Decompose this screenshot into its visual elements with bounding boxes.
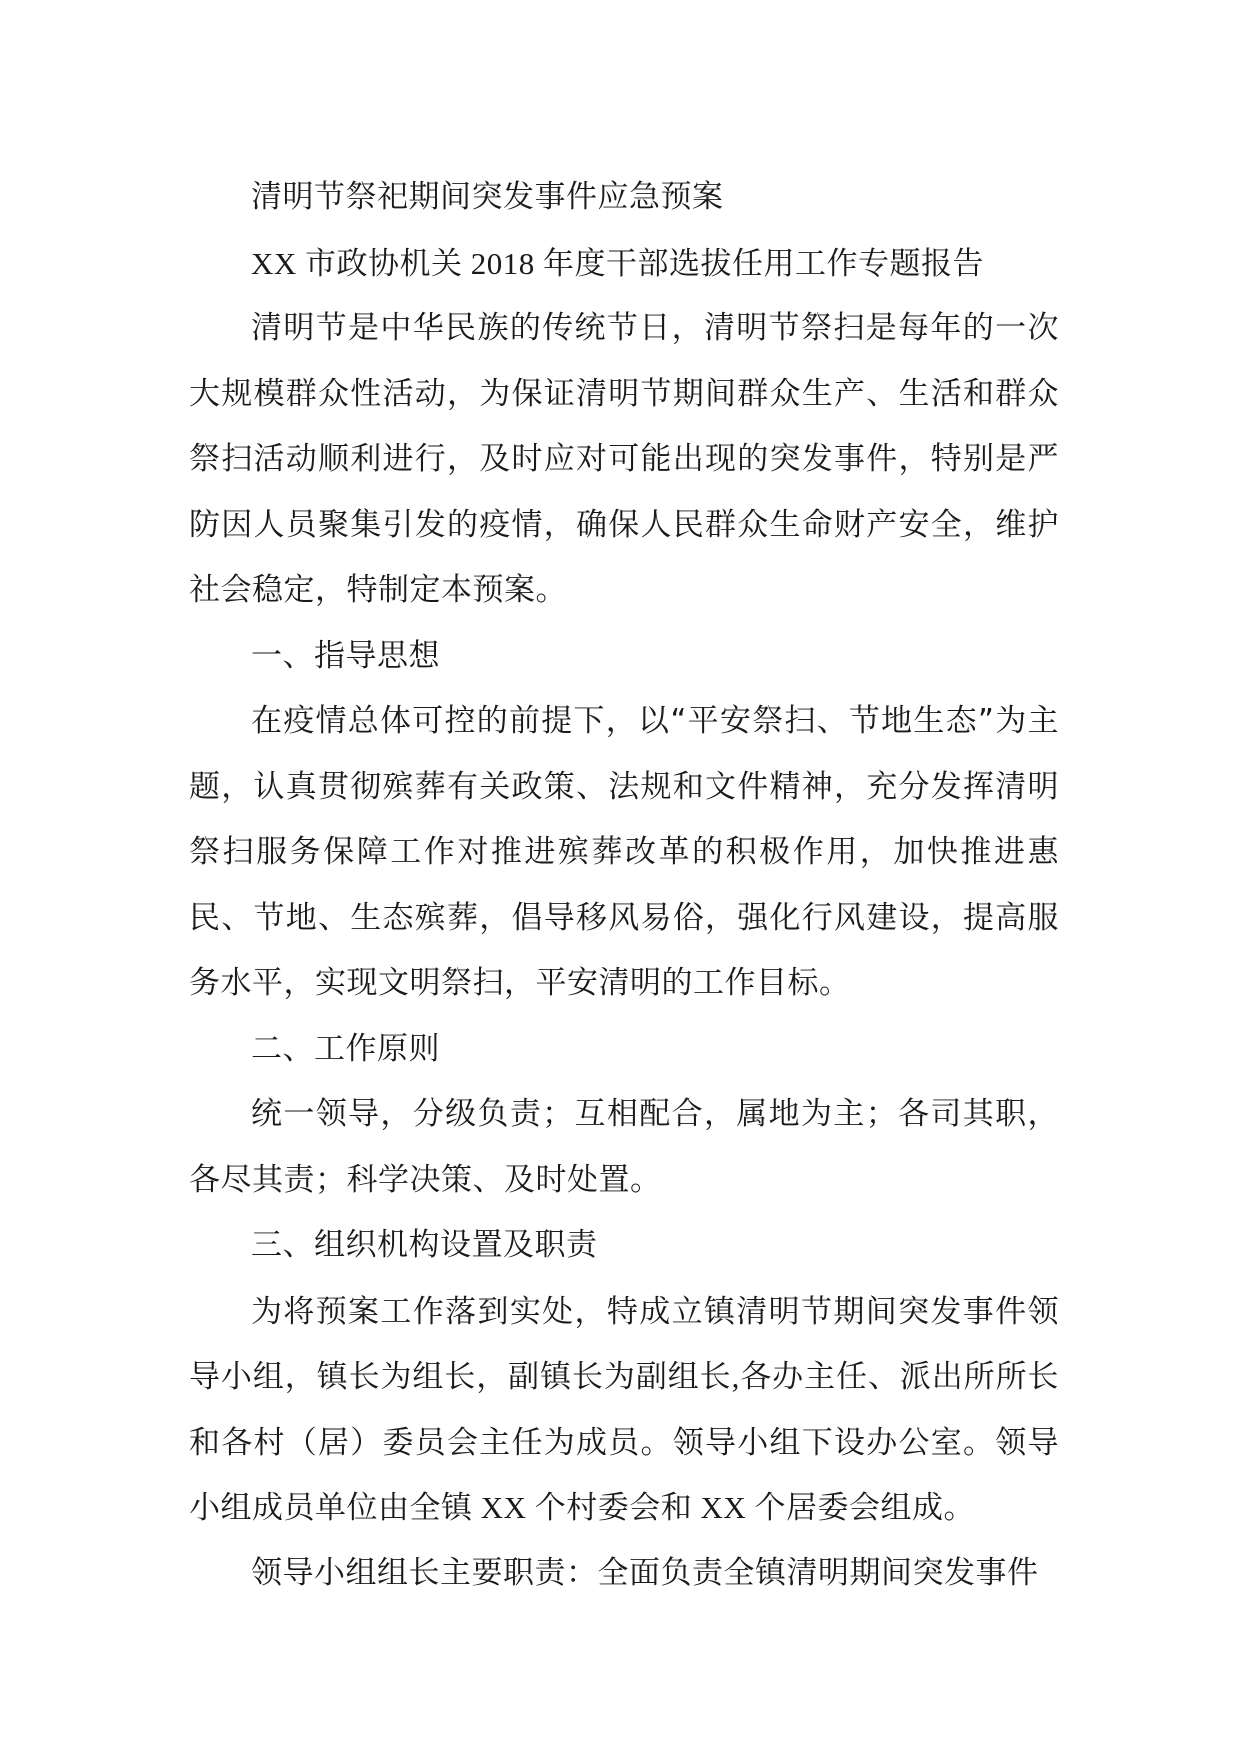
document-subtitle: XX 市政协机关 2018 年度干部选拔任用工作专题报告 (251, 245, 985, 281)
paragraph-work-principles: 统一领导，分级负责；互相配合，属地为主；各司其职，各尽其责；科学决策、及时处置。 (189, 1096, 1059, 1198)
heading-organization: 三、组织机构设置及职责 (251, 1227, 598, 1263)
paragraph-leader-duties: 领导小组组长主要职责：全面负责全镇清明期间突发事件 (251, 1554, 1039, 1591)
document-title: 清明节祭祀期间突发事件应急预案 (251, 179, 724, 215)
heading-guiding-ideology: 一、指导思想 (251, 637, 440, 674)
heading-work-principles: 二、工作原则 (251, 1030, 440, 1067)
document-page (189, 165, 1059, 1606)
paragraph-organization: 为将预案工作落到实处，特成立镇清明节期间突发事件领导小组，镇长为组长，副镇长为副组长,各办主任、派出所所长和各村（居）委员会主任为成员。领导小组下设办公室。领导小组成员单位由全镇 XX 个村委会和 XX 个居委会组成。 (189, 1293, 1059, 1525)
paragraph-intro: 清明节是中华民族的传统节日，清明节祭扫是每年的一次大规模群众性活动，为保证清明节期间群众生产、生活和群众祭扫活动顺利进行，及时应对可能出现的突发事件，特别是严防因人员聚集引发的疫情，确保人民群众生命财产安全，维护社会稳定，特制定本预案。 (189, 310, 1059, 608)
paragraph-guiding-ideology: 在疫情总体可控的前提下，以“平安祭扫、节地生态”为主题，认真贯彻殡葬有关政策、法规和文件精神，充分发挥清明祭扫服务保障工作对推进殡葬改革的积极作用，加快推进惠民、节地、生态殡葬，倡导移风易俗，强化行风建设，提高服务水平，实现文明祭扫，平安清明的工作目标。 (189, 703, 1059, 1001)
